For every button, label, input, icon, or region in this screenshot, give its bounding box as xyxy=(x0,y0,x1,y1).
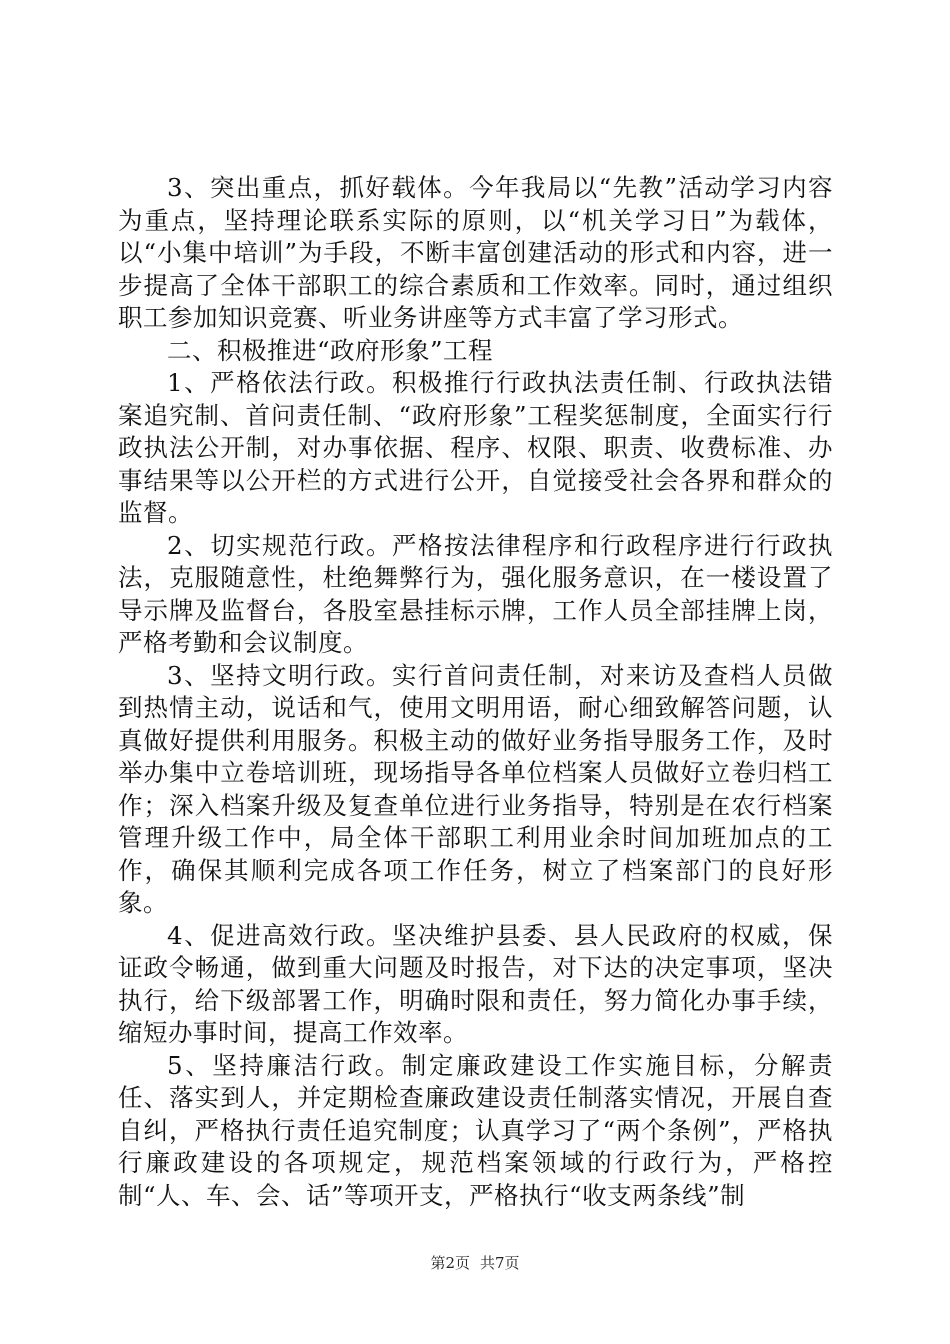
paragraph-clean-administration: 5、坚持廉洁行政。制定廉政建设工作实施目标，分解责任、落实到人，并定期检查廉政建设责任制落实情况，开展自查自纠，严格执行责任追究制度；认真学习了“两个条例”，严格执行廉政建设的各项规定，规范档案领域的行政行为，严格控制“人、车、会、话”等项开支，严格执行“收支两条线”制 xyxy=(118,1050,833,1210)
paragraph-standardized-administration: 2、切实规范行政。严格按法律程序和行政程序进行行政执法，克服随意性，杜绝舞弊行为，强化服务意识，在一楼设置了导示牌及监督台，各股室悬挂标示牌，工作人员全部挂牌上岗，严格考勤和会议制度。 xyxy=(118,530,833,657)
page-number-total: 共7页 xyxy=(480,1254,520,1272)
page-number-current: 第2页 xyxy=(430,1254,470,1272)
page-footer xyxy=(0,1253,950,1273)
paragraph-highlight-carrier: 3、突出重点，抓好载体。今年我局以“先教”活动学习内容为重点，坚持理论联系实际的原则，以“机关学习日”为载体，以“小集中培训”为手段，不断丰富创建活动的形式和内容，进一步提高了全体干部职工的综合素质和工作效率。同时，通过组织职工参加知识竞赛、听业务讲座等方式丰富了学习形式。 xyxy=(118,173,833,332)
paragraph-civilized-administration: 3、坚持文明行政。实行首问责任制，对来访及查档人员做到热情主动，说话和气，使用文明用语，耐心细致解答问题，认真做好提供利用服务。积极主动的做好业务指导服务工作，及时举办集中立卷培训班，现场指导各单位档案人员做好立卷归档工作；深入档案升级及复查单位进行业务指导，特别是在农行档案管理升级工作中，局全体干部职工利用业余时间加班加点的工作，确保其顺利完成各项工作任务，树立了档案部门的良好形象。 xyxy=(118,660,833,917)
document-body xyxy=(118,172,833,1212)
paragraph-lawful-administration: 1、严格依法行政。积极推行行政执法责任制、行政执法错案追究制、首问责任制、“政府形象”工程奖惩制度，全面实行行政执法公开制，对办事依据、程序、权限、职责、收费标准、办事结果等以公开栏的方式进行公开，自觉接受社会各界和群众的监督。 xyxy=(118,368,833,527)
paragraph-efficient-administration: 4、促进高效行政。坚决维护县委、县人民政府的权威，保证政令畅通，做到重大问题及时报告，对下达的决定事项，坚决执行，给下级部署工作，明确时限和责任，努力简化办事手续，缩短办事时间，提高工作效率。 xyxy=(118,920,833,1047)
section-heading-government-image: 二、积极推进“政府形象”工程 xyxy=(167,335,494,365)
